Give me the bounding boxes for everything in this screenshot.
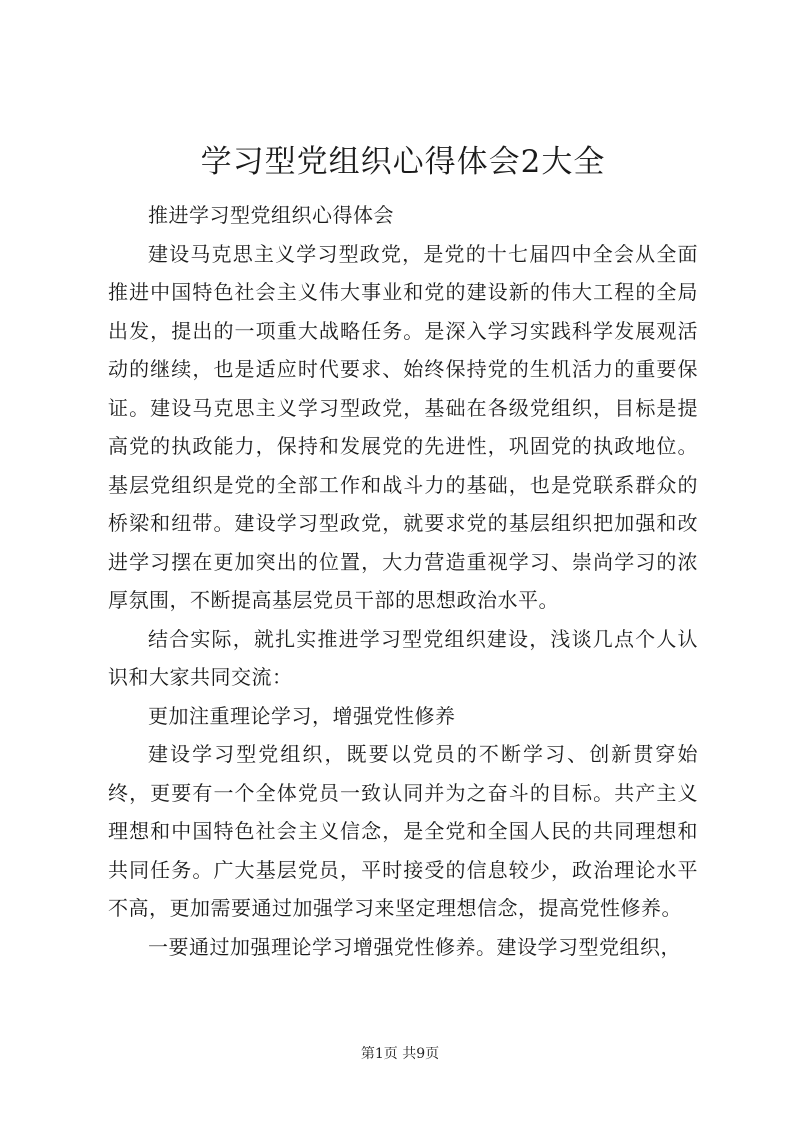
- paragraph-body: 建设马克思主义学习型政党，是党的十七届四中全会从全面推进中国特色社会主义伟大事业和党的建设新的伟大工程的全局出发，提出的一项重大战略任务。是深入学习实践科学发展观活动的继续，也是适应时代要求、始终保持党的生机活力的重要保证。建设马克思主义学习型政党，基础在各级党组织，目标是提高党的执政能力，保持和发展党的先进性，巩固党的执政地位。基层党组织是党的全部工作和战斗力的基础，也是党联系群众的桥梁和纽带。建设学习型政党，就要求党的基层组织把加强和改进学习摆在更加突出的位置，大力营造重视学习、崇尚学习的浓厚氛围，不断提高基层党员干部的思想政治水平。: [108, 241, 698, 612]
- document-title: 学习型党组织心得体会2大全: [200, 144, 606, 180]
- section-heading: 更加注重理论学习，增强党性修养: [148, 703, 456, 728]
- page-footer: 第1页 共9页: [360, 1046, 440, 1062]
- paragraph-body: 结合实际，就扎实推进学习型党组织建设，浅谈几点个人认识和大家共同交流：: [108, 626, 698, 689]
- document-page: [108, 140, 698, 966]
- paragraph-subtitle: 推进学习型党组织心得体会: [148, 203, 394, 227]
- paragraph-body: 一要通过加强理论学习增强党性修养。建设学习型党组织，: [148, 934, 681, 959]
- paragraph-body: 建设学习型党组织，既要以党员的不断学习、创新贯穿始终，更要有一个全体党员一致认同并为之奋斗的目标。共产主义理想和中国特色社会主义信念，是全党和全国人民的共同理想和共同任务。广大基层党员，平时接受的信息较少，政治理论水平不高，更加需要通过加强学习来坚定理想信念，提高党性修养。: [108, 742, 698, 920]
